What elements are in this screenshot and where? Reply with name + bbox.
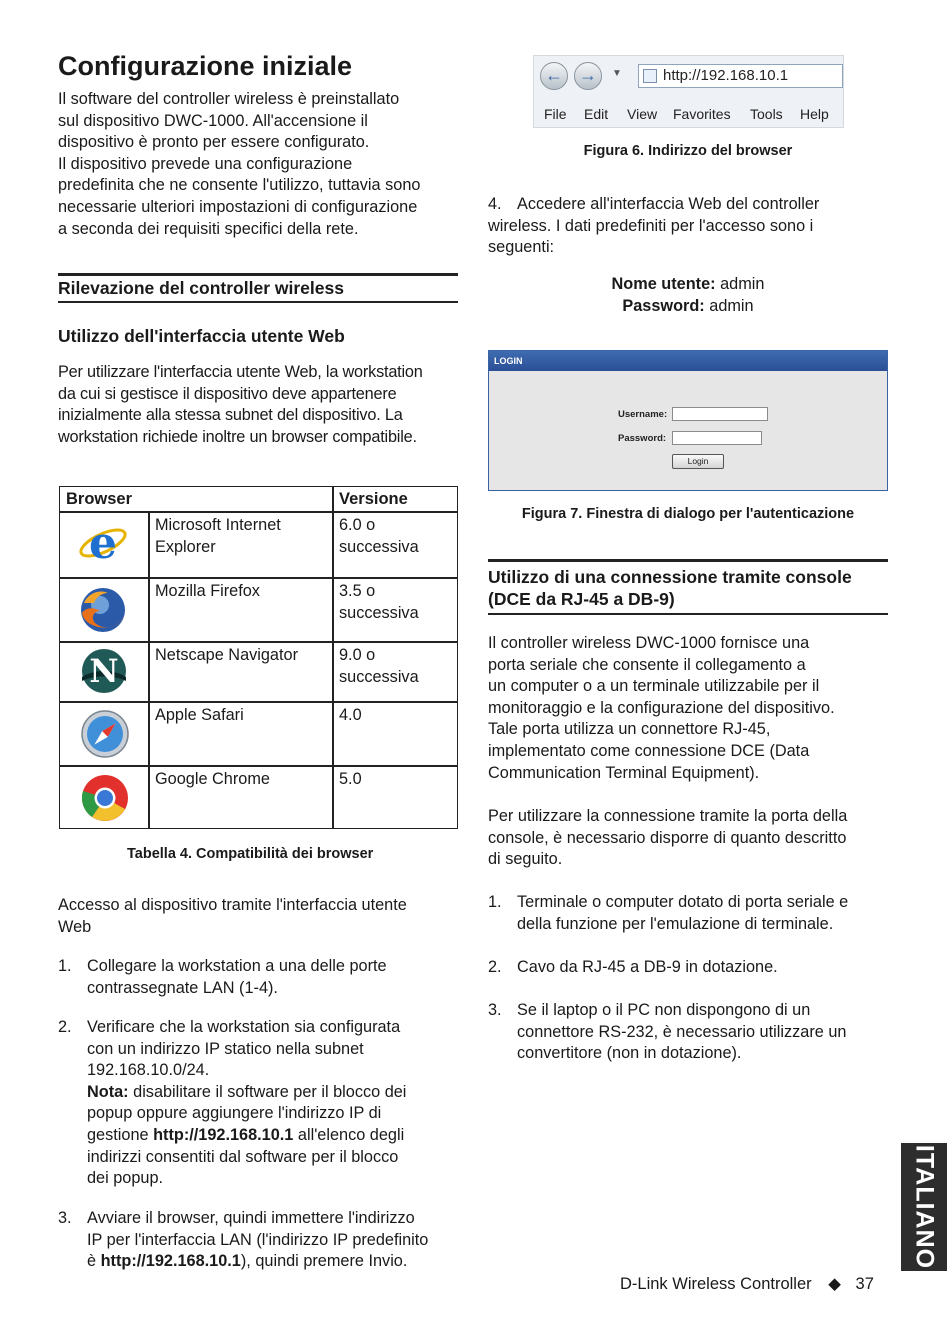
svg-text:N: N bbox=[89, 652, 119, 690]
page-footer bbox=[620, 1274, 874, 1294]
login-button: Login bbox=[672, 454, 724, 469]
step4-continuation: wireless. I dati predefiniti per l'accesso sono i seguenti: bbox=[488, 216, 814, 257]
forward-button: → bbox=[574, 62, 602, 90]
table-row-name: Apple Safari bbox=[155, 706, 244, 724]
menu-edit: Edit bbox=[584, 106, 609, 122]
internet-explorer-icon bbox=[78, 518, 128, 568]
table-row-name: Google Chrome bbox=[155, 770, 270, 788]
netscape-icon bbox=[80, 647, 128, 695]
page-number: 37 bbox=[855, 1275, 874, 1293]
table-row-version: 3.5 o successiva bbox=[339, 582, 419, 622]
password-field bbox=[672, 431, 762, 445]
subsection-title-web: Utilizzo dell'interfaccia utente Web bbox=[58, 326, 345, 346]
login-title-bar: LOGIN bbox=[489, 351, 887, 371]
svg-text:e: e bbox=[89, 518, 117, 568]
section-title-console: Utilizzo di una connessione tramite console (DCE da RJ-45 a DB-9) bbox=[488, 567, 852, 609]
menu-file: File bbox=[544, 106, 567, 122]
section-rule-bottom bbox=[58, 301, 458, 303]
back-button: ← bbox=[540, 62, 568, 90]
diamond-icon: ◆ bbox=[828, 1275, 841, 1293]
dropdown-arrow-icon: ▼ bbox=[612, 68, 622, 79]
page-icon bbox=[643, 69, 657, 83]
section-title-discovery: Rilevazione del controller wireless bbox=[58, 278, 344, 298]
menu-help: Help bbox=[800, 106, 829, 122]
table-row-name: Netscape Navigator bbox=[155, 646, 298, 664]
table-row-version: 5.0 bbox=[339, 770, 362, 788]
table-row-name: Mozilla Firefox bbox=[155, 582, 260, 600]
menu-favorites: Favorites bbox=[673, 106, 731, 122]
address-url: http://192.168.10.1 bbox=[663, 67, 789, 84]
console-paragraph-2: Per utilizzare la connessione tramite la porta della console, è necessario disporre di quanto descritto di seguito. bbox=[488, 807, 848, 869]
login-dialog-screenshot bbox=[488, 350, 888, 491]
section-rule-bottom bbox=[488, 613, 888, 615]
menu-view: View bbox=[627, 106, 658, 122]
web-paragraph: Per utilizzare l'interfaccia utente Web, la workstation da cui si gestisce il dispositivo deve appartenere inizialmente alla stessa subnet del dispositivo. La workstation richiede inoltre un browser compatibile. bbox=[58, 363, 423, 446]
table-caption: Tabella 4. Compatibilità dei browser bbox=[127, 846, 374, 862]
console-paragraph-1: Il controller wireless DWC-1000 fornisce una porta seriale che consente il collegamento a un computer o a un terminale utilizzabile per il monitoraggio e la configurazione del dispositivo. Tale porta utilizza un connettore RJ-45, implementato come connessione DCE (Data Communication Terminal Equipment). bbox=[488, 634, 835, 782]
table-row-version: 6.0 o successiva bbox=[339, 516, 419, 556]
figure6-caption: Figura 6. Indirizzo del browser bbox=[583, 143, 793, 159]
section-rule-top bbox=[488, 559, 888, 562]
figure7-caption: Figura 7. Finestra di dialogo per l'autenticazione bbox=[521, 506, 855, 522]
password-label: Password: bbox=[618, 433, 667, 444]
username-field bbox=[672, 407, 768, 421]
credentials: Nome utente: admin Password: admin bbox=[611, 275, 765, 315]
access-intro: Accesso al dispositivo tramite l'interfaccia utente Web bbox=[58, 896, 407, 936]
safari-icon bbox=[80, 709, 130, 759]
footer-product: D-Link Wireless Controller bbox=[620, 1275, 812, 1293]
firefox-icon bbox=[78, 585, 128, 635]
address-bar bbox=[638, 64, 843, 88]
username-label: Username: bbox=[618, 409, 668, 420]
intro-paragraph: Il software del controller wireless è preinstallato sul dispositivo DWC-1000. All'accensione il dispositivo è pronto per essere configurato. Il dispositivo prevede una configurazione predefinita che ne consente l'utilizzo, tuttavia sono necessarie ulteriori impostazioni di configurazione a seconda dei requisiti specifici della rete. bbox=[58, 90, 421, 238]
language-side-tab: ITALIANO bbox=[901, 1143, 947, 1271]
table-header-version: Versione bbox=[339, 490, 408, 508]
chrome-icon bbox=[80, 773, 130, 823]
page-title: Configurazione iniziale bbox=[58, 51, 353, 81]
browser-address-screenshot bbox=[533, 55, 844, 128]
table-header-browser: Browser bbox=[66, 490, 133, 508]
section-rule-top bbox=[58, 273, 458, 276]
table-row-version: 9.0 o successiva bbox=[339, 646, 419, 686]
menu-tools: Tools bbox=[750, 106, 783, 122]
table-row-name: Microsoft Internet Explorer bbox=[155, 516, 281, 556]
table-row-version: 4.0 bbox=[339, 706, 362, 724]
